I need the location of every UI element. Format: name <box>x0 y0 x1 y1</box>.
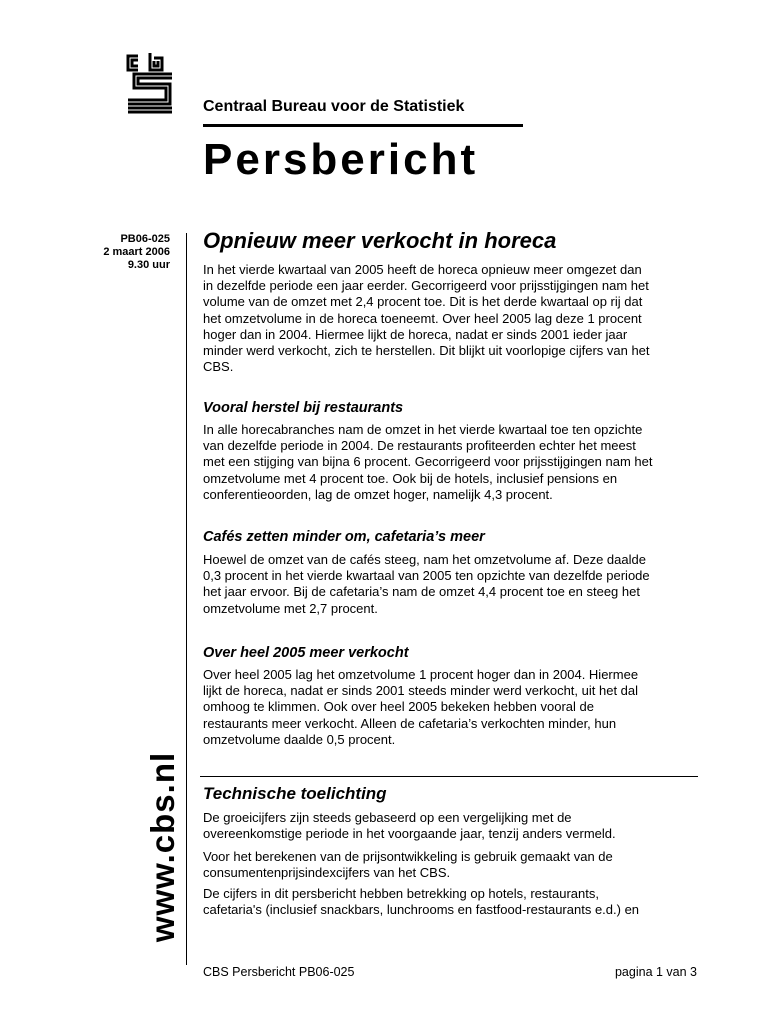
text-line: 0,3 procent in het vierde kwartaal van 2005 ten opzichte van dezelfde periode <box>203 568 650 584</box>
section-paragraph <box>203 422 703 503</box>
text-line: cafetaria's (inclusief snackbars, lunchrooms en fastfood-restaurants e.d.) en <box>203 902 640 918</box>
technical-paragraph <box>203 886 703 918</box>
meta-block <box>60 233 170 272</box>
text-line: conferentieoorden, lag de omzet hoger, namelijk 4,3 procent. <box>203 486 553 502</box>
organization-name: Centraal Bureau voor de Statistiek <box>203 98 465 115</box>
section-heading: Over heel 2005 meer verkocht <box>203 645 409 661</box>
cbs-logo <box>124 52 174 114</box>
press-release-date: 2 maart 2006 <box>103 246 170 258</box>
section-paragraph <box>203 552 703 617</box>
section-heading: Vooral herstel bij restaurants <box>203 400 404 416</box>
text-line: Voor het berekenen van de prijsontwikkeling is gebruik gemaakt van de <box>203 849 613 864</box>
text-line: Hoewel de omzet van de cafés steeg, nam het omzetvolume af. Deze daalde <box>203 552 646 567</box>
technical-paragraph <box>203 810 703 842</box>
text-line: restaurants meer verkocht. Alleen de cafetaria’s verkochten minder, hun <box>203 715 617 731</box>
text-line: omzetvolume met 4 procent toe. Ook bij de hotels, inclusief pensions en <box>203 470 618 486</box>
text-line: van dezelfde periode in 2004. De restaurants profiteerden echter het meest <box>203 438 636 454</box>
text-line: overeenkomstige periode in het voorgaande jaar, tenzij anders vermeld. <box>203 826 616 842</box>
article-title: Opnieuw meer verkocht in horeca <box>203 228 557 253</box>
text-line: met een stijging van bijna 6 procent. Gecorrigeerd voor prijsstijgingen nam het <box>203 454 653 470</box>
text-line: minder werd verkocht, zich te herstellen. Dit blijkt uit voorlopige cijfers van het <box>203 343 650 359</box>
footer-reference: CBS Persbericht PB06-025 <box>203 965 355 979</box>
text-line: het omzetvolume in de horeca toeneemt. Over heel 2005 lag deze 1 procent <box>203 310 642 326</box>
text-line: In het vierde kwartaal van 2005 heeft de horeca opnieuw meer omgezet dan <box>203 262 642 277</box>
text-line: CBS. <box>203 359 234 375</box>
text-line: omzetvolume daalde 0,5 procent. <box>203 731 396 747</box>
text-line: omzetvolume met 2,7 procent. <box>203 600 378 616</box>
section-heading: Cafés zetten minder om, cafetaria’s meer <box>203 529 485 545</box>
text-line: De cijfers in dit persbericht hebben betrekking op hotels, restaurants, <box>203 886 599 901</box>
text-line: De groeicijfers zijn steeds gebaseerd op een vergelijking met de <box>203 810 572 825</box>
text-line: consumentenprijsindexcijfers van het CBS. <box>203 865 451 881</box>
header-rule <box>203 124 523 127</box>
side-url-text: www.cbs.nl <box>144 751 181 943</box>
section-rule <box>200 776 698 777</box>
page-number: pagina 1 van 3 <box>614 965 697 979</box>
text-line: het jaar ervoor. Bij de cafetaria’s nam de omzet 4,4 procent toe en steeg het <box>203 584 640 600</box>
text-line: lijkt de horeca, nadat er sinds 2001 steeds minder werd verkocht, uit het dal <box>203 683 639 699</box>
intro-paragraph <box>203 262 703 375</box>
section-paragraph <box>203 667 703 748</box>
text-line: Over heel 2005 lag het omzetvolume 1 procent hoger dan in 2004. Hiermee <box>203 667 639 682</box>
text-line: hoger dan in 2004. Hiermee lijkt de horeca, nadat er sinds 2001 ieder jaar <box>203 326 628 342</box>
text-line: volume van de omzet met 2,4 procent toe. Dit is het derde kwartaal op rij dat <box>203 294 643 310</box>
text-line: In alle horecabranches nam de omzet in het vierde kwartaal toe ten opzichte <box>203 422 643 437</box>
press-release-number: PB06-025 <box>120 233 170 245</box>
press-release-time: 9.30 uur <box>127 259 170 271</box>
technical-heading: Technische toelichting <box>203 784 387 803</box>
document-type: Persbericht <box>203 135 479 184</box>
text-line: omhoog te klimmen. Ook over heel 2005 bekeken hebben vooral de <box>203 699 594 715</box>
text-line: in dezelfde periode een jaar eerder. Gecorrigeerd voor prijsstijgingen nam het <box>203 278 649 294</box>
technical-paragraph <box>203 849 703 881</box>
